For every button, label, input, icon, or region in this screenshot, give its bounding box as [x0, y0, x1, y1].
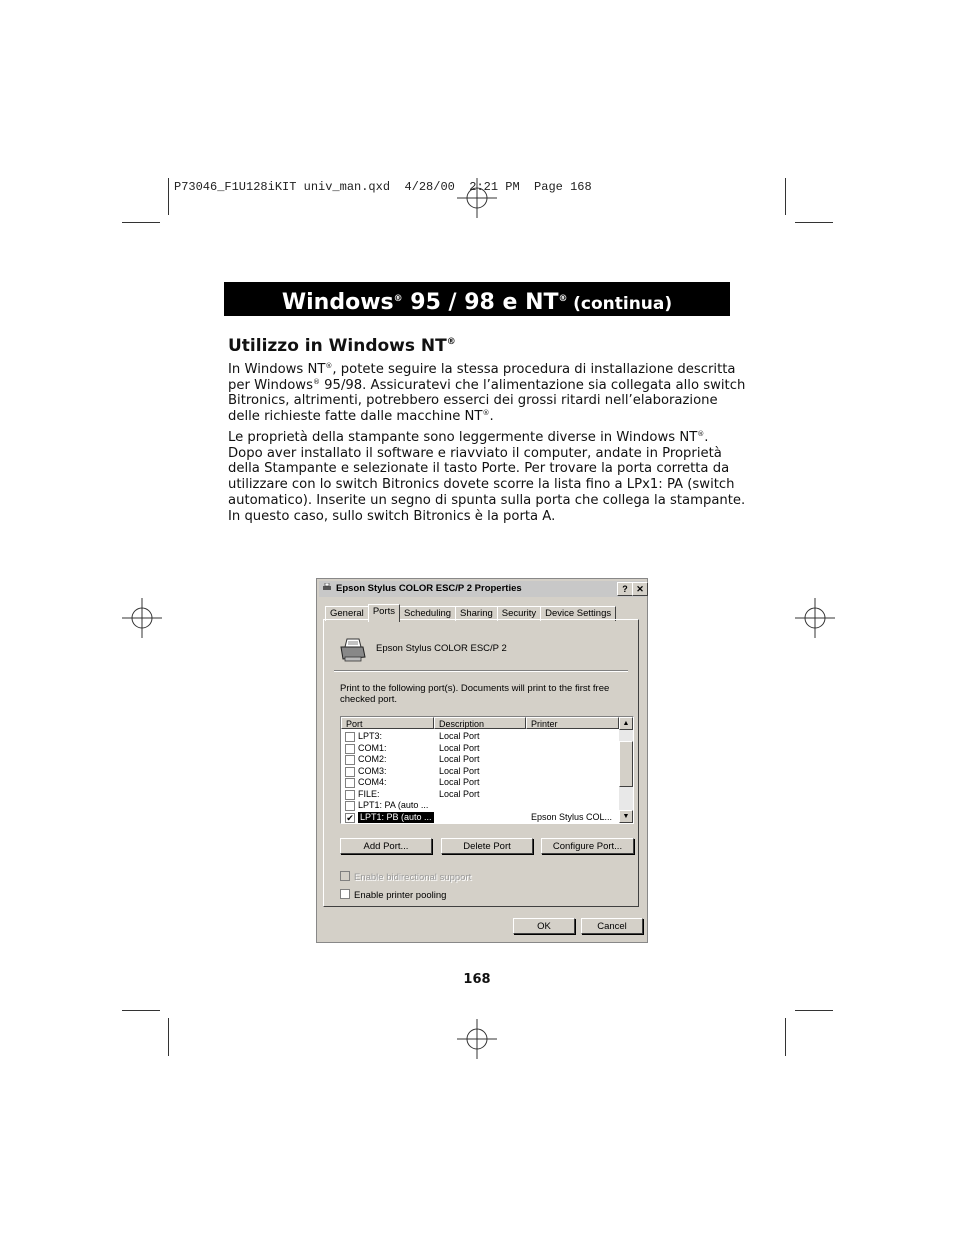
crop-mark	[785, 1018, 786, 1056]
ports-instructions: Print to the following port(s). Documents will print to the first free checked port.	[340, 683, 610, 705]
tab-security[interactable]: Security	[497, 606, 541, 621]
port-checkbox[interactable]	[345, 778, 355, 788]
crop-mark	[168, 1018, 169, 1056]
configure-port-button[interactable]: Configure Port...	[541, 838, 634, 854]
dialog-title-bar	[319, 581, 645, 597]
title-mid: 95 / 98 e NT	[402, 290, 559, 315]
tab-sharing[interactable]: Sharing	[455, 606, 498, 621]
printer-properties-dialog	[316, 578, 648, 943]
tab-strip	[325, 603, 615, 619]
title-sub: (continua)	[573, 294, 673, 314]
paragraph-2: Le proprietà della stampante sono leggermente diverse in Windows NT®. Dopo aver installato il software e riavviato il computer, andate in Proprietà della Stampante e selezionate il tasto Porte. Per trovare la porta corretta da utilizzare con lo switch Bitronics dovete scorre la lista fino a LPx1: PA (switch automatico). Inserite un segno di spunta sulla porta che collega la stampante. In questo caso, sullo switch Bitronics è la porta A.	[228, 430, 746, 524]
column-description[interactable]: Description	[434, 717, 526, 729]
column-port[interactable]: Port	[341, 717, 434, 729]
tab-scheduling[interactable]: Scheduling	[399, 606, 456, 621]
delete-port-button[interactable]: Delete Port	[441, 838, 533, 854]
port-checkbox[interactable]	[345, 767, 355, 777]
port-checkbox[interactable]	[345, 744, 355, 754]
crop-mark	[122, 222, 160, 223]
separator	[334, 670, 628, 672]
title-main: Windows	[281, 290, 394, 315]
printer-name: Epson Stylus COLOR ESC/P 2	[376, 643, 507, 654]
port-checkbox-checked[interactable]: ✔	[346, 812, 354, 823]
paragraph-1: In Windows NT®, potete seguire la stessa procedura di installazione descritta per Windows® 95/98. Assicuratevi che l’alimentazione sia collegata allo switch Bitronics, altrimenti, potrebbero esserci dei grossi ritardi nell’elaborazione delle richieste fatte dalle macchine NT®.	[228, 362, 746, 425]
registration-mark-icon	[795, 598, 835, 638]
port-checkbox[interactable]	[345, 732, 355, 742]
scroll-thumb[interactable]	[619, 741, 633, 787]
print-slug: P73046_F1U128iKIT univ_man.qxd 4/28/00 2:21 PM Page 168	[174, 180, 592, 194]
bidirectional-checkbox	[340, 871, 350, 881]
port-checkbox[interactable]	[345, 801, 355, 811]
page-number: 168	[463, 972, 491, 987]
tab-device-settings[interactable]: Device Settings	[540, 606, 616, 621]
help-button[interactable]: ?	[617, 582, 633, 596]
registration-mark-icon	[122, 598, 162, 638]
registered-mark: ®	[558, 294, 568, 304]
registration-mark-icon	[457, 1019, 497, 1059]
ports-list[interactable]: Port Description Printer LPT3: Local Port COM1: Local Port COM2: Local Port COM3: Local Port COM4: Local Port FILE: Local Port LPT1: PA (auto ... ✔ LPT1: PB (auto ... Epson Stylus COL... ▲ ▼	[340, 716, 634, 824]
close-button[interactable]: ✕	[632, 582, 648, 596]
page-title	[224, 282, 730, 316]
printer-icon	[339, 637, 367, 663]
tab-general[interactable]: General	[325, 606, 369, 621]
port-checkbox[interactable]	[345, 755, 355, 765]
tab-ports[interactable]: Ports	[368, 604, 400, 622]
add-port-button[interactable]: Add Port...	[340, 838, 432, 854]
printer-pooling-option[interactable]: Enable printer pooling	[340, 889, 446, 901]
ok-button[interactable]: OK	[513, 918, 575, 934]
crop-mark	[168, 178, 169, 215]
list-header	[341, 717, 619, 730]
scroll-down-icon[interactable]: ▼	[619, 810, 633, 823]
scroll-up-icon[interactable]: ▲	[619, 717, 633, 730]
port-checkbox[interactable]	[345, 790, 355, 800]
crop-mark	[795, 1010, 833, 1011]
printer-small-icon	[322, 583, 332, 592]
crop-mark	[795, 222, 833, 223]
ports-panel	[323, 619, 639, 907]
crop-mark	[785, 178, 786, 215]
pooling-checkbox[interactable]	[340, 889, 350, 899]
dialog-title: Epson Stylus COLOR ESC/P 2 Properties	[336, 583, 522, 594]
vertical-scrollbar[interactable]	[619, 717, 633, 823]
section-heading: Utilizzo in Windows NT®	[228, 336, 456, 356]
column-printer[interactable]: Printer	[526, 717, 619, 729]
bidirectional-option: Enable bidirectional support	[340, 871, 471, 883]
crop-mark	[122, 1010, 160, 1011]
cancel-button[interactable]: Cancel	[581, 918, 643, 934]
registered-mark: ®	[393, 294, 403, 304]
